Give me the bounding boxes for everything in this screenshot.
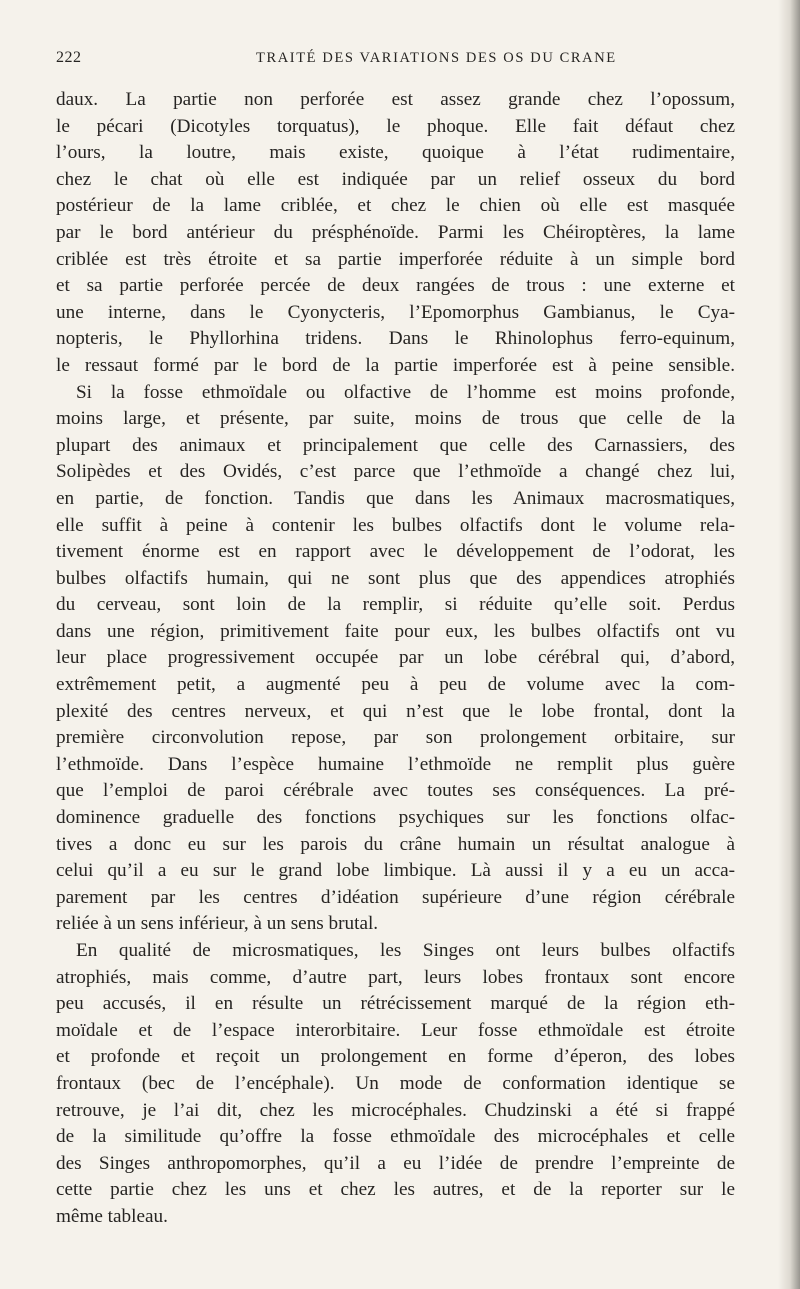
text-line: une interne, dans le Cyonycteris, l’Epomorphus Gambianus, le Cya- bbox=[56, 301, 735, 323]
text-line: et profonde et reçoit un prolongement en forme d’éperon, des lobes bbox=[56, 1046, 735, 1068]
text-line: dans une région, primitivement faite pour eux, les bulbes olfactifs ont vu bbox=[56, 620, 735, 642]
text-line: Si la fosse ethmoïdale ou olfactive de l’homme est moins profonde, bbox=[76, 381, 735, 403]
text-line: leur place progressivement occupée par un lobe cérébral qui, d’abord, bbox=[56, 647, 735, 669]
text-line: En qualité de microsmatiques, les Singes ont leurs bulbes olfactifs bbox=[76, 940, 735, 961]
text-line: cette partie chez les uns et chez les autres, et de la reporter sur le bbox=[56, 1179, 735, 1201]
text-line: même tableau. bbox=[56, 1205, 168, 1227]
text-line: moins large, et présente, par suite, moins de trous que celle de la bbox=[56, 408, 735, 430]
text-line: bulbes olfactifs humain, qui ne sont plus que des appendices atrophiés bbox=[56, 567, 735, 589]
text-line: et sa partie perforée percée de deux rangées de trous : une externe et bbox=[56, 275, 735, 297]
text-line: l’ours, la loutre, mais existe, quoique à l’état rudimentaire, bbox=[56, 142, 735, 164]
text-line: tivement énorme est en rapport avec le développement de l’odorat, les bbox=[56, 541, 735, 563]
text-line: en partie, de fonction. Tandis que dans les Animaux macrosmatiques, bbox=[56, 487, 735, 509]
page-edge-shadow bbox=[778, 0, 800, 1289]
text-line: elle suffit à peine à contenir les bulbes olfactifs dont le volume rela- bbox=[56, 514, 735, 536]
text-line: que l’emploi de paroi cérébrale avec toutes ses conséquences. La pré- bbox=[56, 780, 735, 802]
running-title: TRAITÉ DES VARIATIONS DES OS DU CRANE bbox=[256, 50, 617, 66]
text-line: peu accusés, il en résulte un rétrécissement marqué de la région eth- bbox=[56, 993, 735, 1015]
text-line: première circonvolution repose, par son prolongement orbitaire, sur bbox=[56, 727, 735, 749]
text-line: moïdale et de l’espace interorbitaire. Leur fosse ethmoïdale est étroite bbox=[56, 1019, 735, 1041]
text-line: le ressaut formé par le bord de la partie imperforée est à peine sensible. bbox=[56, 354, 735, 376]
text-line: plexité des centres nerveux, et qui n’est que le lobe frontal, dont la bbox=[56, 700, 735, 722]
text-line: celui qu’il a eu sur le grand lobe limbique. Là aussi il y a eu un acca- bbox=[56, 860, 735, 882]
text-line: reliée à un sens inférieur, à un sens brutal. bbox=[56, 913, 379, 935]
text-line: extrêmement petit, a augmenté peu à peu de volume avec la com- bbox=[56, 674, 735, 696]
text-line: retrouve, je l’ai dit, chez les microcéphales. Chudzinski a été si frappé bbox=[56, 1099, 735, 1121]
text-line: plupart des animaux et principalement que celle des Carnassiers, des bbox=[56, 434, 735, 456]
text-line: atrophiés, mais comme, d’autre part, leurs lobes frontaux sont encore bbox=[56, 966, 735, 988]
text-line: des Singes anthropomorphes, qu’il a eu l’idée de prendre l’empreinte de bbox=[56, 1152, 735, 1174]
text-line: tives a donc eu sur les parois du crâne humain un résultat analogue à bbox=[56, 833, 735, 855]
text-line: postérieur de la lame criblée, et chez le chien où elle est masquée bbox=[56, 195, 735, 217]
text-line: nopteris, le Phyllorhina tridens. Dans le Rhinolophus ferro-equinum, bbox=[56, 328, 735, 350]
page-header bbox=[56, 49, 756, 73]
body-text bbox=[56, 87, 735, 1231]
text-line: dominence graduelle des fonctions psychiques sur les fonctions olfac- bbox=[56, 807, 735, 829]
text-line: Solipèdes et des Ovidés, c’est parce que l’ethmoïde a changé chez lui, bbox=[56, 461, 735, 483]
page-number: 222 bbox=[56, 49, 82, 66]
text-line: le pécari (Dicotyles torquatus), le phoque. Elle fait défaut chez bbox=[56, 115, 735, 137]
text-line: du cerveau, sont loin de la remplir, si réduite qu’elle soit. Perdus bbox=[56, 594, 735, 616]
text-line: l’ethmoïde. Dans l’espèce humaine l’ethmoïde ne remplit plus guère bbox=[56, 753, 735, 775]
text-line: chez le chat où elle est indiquée par un relief osseux du bord bbox=[56, 168, 735, 190]
text-line: par le bord antérieur du présphénoïde. Parmi les Chéiroptères, la lame bbox=[56, 221, 735, 243]
text-line: de la similitude qu’offre la fosse ethmoïdale des microcéphales et celle bbox=[56, 1126, 735, 1148]
text-line: parement par les centres d’idéation supérieure d’une région cérébrale bbox=[56, 886, 735, 908]
text-line: criblée est très étroite et sa partie imperforée réduite à un simple bord bbox=[56, 248, 735, 270]
text-line: daux. La partie non perforée est assez grande chez l’opossum, bbox=[56, 89, 735, 110]
text-line: frontaux (bec de l’encéphale). Un mode de conformation identique se bbox=[56, 1072, 735, 1094]
